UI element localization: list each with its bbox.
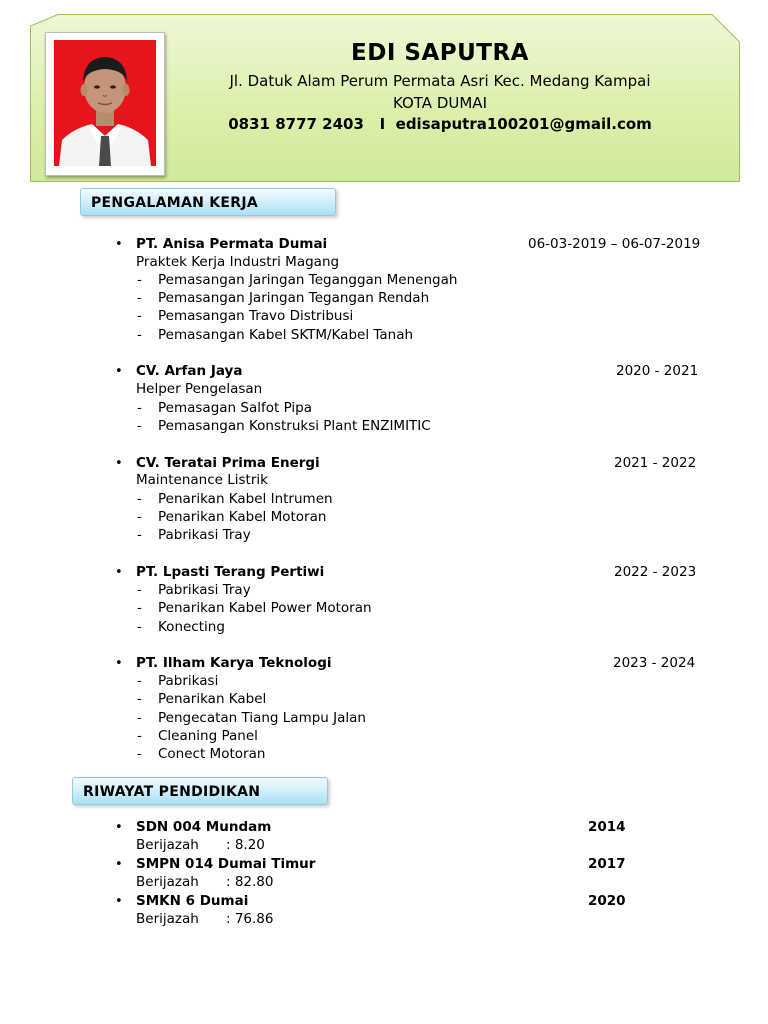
dash-marker: -	[137, 582, 142, 598]
certificate-label: Berijazah	[136, 911, 199, 927]
dash-marker: -	[137, 746, 142, 762]
dash-marker: -	[137, 691, 142, 707]
bullet-icon: •	[115, 656, 123, 671]
task-item: Conect Motoran	[158, 746, 266, 762]
school-name: SMKN 6 Dumai	[136, 893, 249, 909]
dash-marker: -	[137, 290, 142, 306]
task-item: Pemasangan Konstruksi Plant ENZIMITIC	[158, 418, 431, 434]
graduation-year: 2017	[588, 856, 626, 872]
dash-marker: -	[137, 527, 142, 543]
section-heading-experience: PENGALAMAN KERJA	[80, 188, 336, 216]
certificate-score: : 76.86	[226, 911, 274, 927]
dash-marker: -	[137, 509, 142, 525]
work-period: 06-03-2019 – 06-07-2019	[528, 236, 701, 252]
dash-marker: -	[137, 600, 142, 616]
candidate-name: EDI SAPUTRA	[351, 40, 529, 66]
bullet-icon: •	[115, 820, 123, 835]
task-item: Pemasagan Salfot Pipa	[158, 400, 313, 416]
certificate-score: : 8.20	[226, 837, 265, 853]
phone-number: 0831 8777 2403	[228, 115, 364, 133]
dash-marker: -	[137, 400, 142, 416]
task-item: Penarikan Kabel Motoran	[158, 509, 327, 525]
job-role: Helper Pengelasan	[136, 381, 263, 397]
dash-marker: -	[137, 272, 142, 288]
section-heading-education: RIWAYAT PENDIDIKAN	[72, 777, 328, 805]
job-role: Praktek Kerja Industri Magang	[136, 254, 340, 270]
bullet-icon: •	[115, 456, 123, 471]
task-item: Penarikan Kabel Power Motoran	[158, 600, 372, 616]
school-name: SMPN 014 Dumai Timur	[136, 856, 316, 872]
bullet-icon: •	[115, 894, 123, 909]
graduation-year: 2020	[588, 893, 626, 909]
work-period: 2022 - 2023	[614, 564, 697, 580]
task-item: Pengecatan Tiang Lampu Jalan	[158, 710, 366, 726]
dash-marker: -	[137, 418, 142, 434]
contact-line	[170, 115, 710, 133]
task-item: Pemasangan Jaringan Teganggan Menengah	[158, 272, 458, 288]
task-item: Cleaning Panel	[158, 728, 258, 744]
company-name: PT. Anisa Permata Dumai	[136, 236, 328, 252]
task-item: Pemasangan Jaringan Tegangan Rendah	[158, 290, 430, 306]
graduation-year: 2014	[588, 819, 626, 835]
task-item: Pemasangan Kabel SKTM/Kabel Tanah	[158, 327, 414, 343]
company-name: PT. Ilham Karya Teknologi	[136, 655, 332, 671]
dash-marker: -	[137, 491, 142, 507]
work-period: 2023 - 2024	[613, 655, 696, 671]
work-period: 2021 - 2022	[614, 455, 697, 471]
email-address: edisaputra100201@gmail.com	[395, 115, 652, 133]
dash-marker: -	[137, 673, 142, 689]
task-item: Pemasangan Travo Distribusi	[158, 308, 354, 324]
dash-marker: -	[137, 728, 142, 744]
school-name: SDN 004 Mundam	[136, 819, 272, 835]
company-name: CV. Arfan Jaya	[136, 363, 243, 379]
task-item: Pabrikasi Tray	[158, 527, 251, 543]
contact-separator: I	[379, 115, 386, 133]
company-name: CV. Teratai Prima Energi	[136, 455, 320, 471]
task-item: Penarikan Kabel	[158, 691, 267, 707]
task-item: Konecting	[158, 619, 225, 635]
profile-photo	[54, 40, 156, 166]
task-item: Pabrikasi	[158, 673, 219, 689]
certificate-label: Berijazah	[136, 874, 199, 890]
company-name: PT. Lpasti Terang Pertiwi	[136, 564, 325, 580]
certificate-score: : 82.80	[226, 874, 274, 890]
task-item: Pabrikasi Tray	[158, 582, 251, 598]
bullet-icon: •	[115, 857, 123, 872]
job-role: Maintenance Listrik	[136, 472, 268, 488]
bullet-icon: •	[115, 565, 123, 580]
task-item: Penarikan Kabel Intrumen	[158, 491, 333, 507]
certificate-label: Berijazah	[136, 837, 199, 853]
work-period: 2020 - 2021	[616, 363, 699, 379]
bullet-icon: •	[115, 364, 123, 379]
dash-marker: -	[137, 327, 142, 343]
city-line: KOTA DUMAI	[392, 94, 487, 112]
address-line: Jl. Datuk Alam Perum Permata Asri Kec. Medang Kampai	[229, 72, 651, 90]
dash-marker: -	[137, 308, 142, 324]
profile-photo-frame	[45, 32, 165, 176]
dash-marker: -	[137, 619, 142, 635]
bullet-icon: •	[115, 237, 123, 252]
dash-marker: -	[137, 710, 142, 726]
